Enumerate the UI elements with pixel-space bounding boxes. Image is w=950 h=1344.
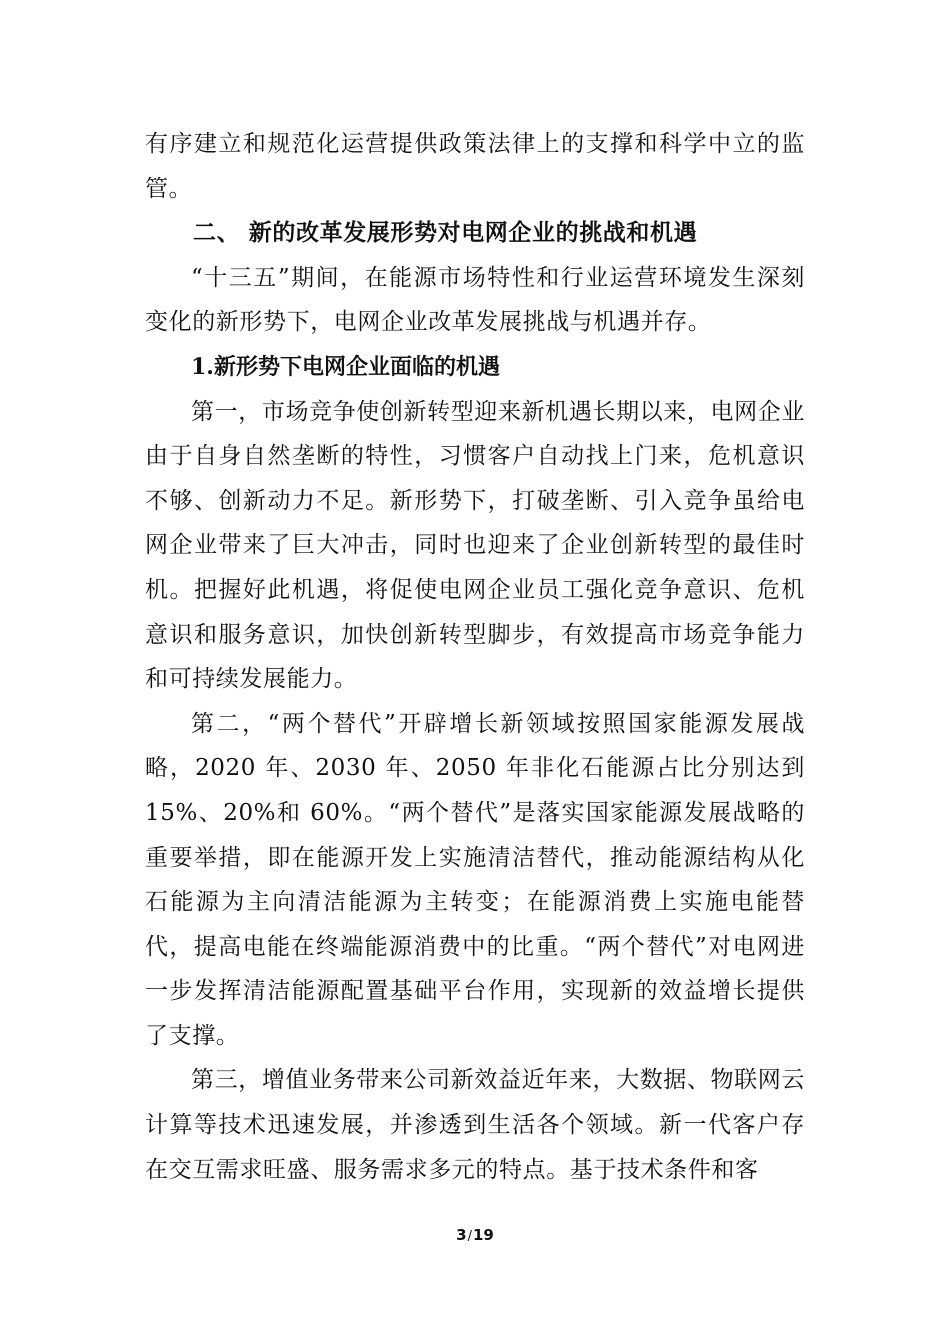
paragraph-intro: “十三五”期间，在能源市场特性和行业运营环境发生深刻变化的新形势下，电网企业改革发展挑战与机遇并存。 xyxy=(145,264,805,336)
page-separator: / xyxy=(467,1229,472,1244)
page-current: 3 xyxy=(456,1226,467,1244)
paragraph-continuation: 有序建立和规范化运营提供政策法律上的支撑和科学中立的监管。 xyxy=(145,131,805,202)
section-heading: 二、 新的改革发展形势对电网企业的挑战和机遇 xyxy=(193,219,698,247)
page-total: 19 xyxy=(472,1226,494,1244)
subsection-heading: 1.新形势下电网企业面临的机遇 xyxy=(191,353,500,380)
page-number xyxy=(0,1226,950,1244)
paragraph-third: 第三，增值业务带来公司新效益近年来，大数据、物联网云计算等技术迅速发展，并渗透到生活各个领域。新一代客户存在交互需求旺盛、服务需求多元的特点。基于技术条件和客 xyxy=(145,1067,805,1183)
paragraph-first: 第一，市场竞争使创新转型迎来新机遇长期以来，电网企业由于自身自然垄断的特性，习惯客户自动找上门来，危机意识不够、创新动力不足。新形势下，打破垄断、引入竞争虽给电网企业带来了巨大冲击，同时也迎来了企业创新转型的最佳时机。把握好此机遇，将促使电网企业员工强化竞争意识、危机意识和服务意识，加快创新转型脚步，有效提高市场竞争能力和可持续发展能力。 xyxy=(145,398,805,693)
document-body xyxy=(145,122,805,1192)
paragraph-second: 第二，“两个替代”开辟增长新领域按照国家能源发展战略，2020 年、2030 年、2050 年非化石能源占比分别达到 15%、20%和 60%。“两个替代”是落实国家能源发展战略的重要举措，即在能源开发上实施清洁替代，推动能源结构从化石能源为主向清洁能源为主转变；在能源消费上实施电能替代，提高电能在终端能源消费中的比重。“两个替代”对电网进一步发挥清洁能源配置基础平台作用，实现新的效益增长提供了支撑。 xyxy=(145,710,805,1049)
